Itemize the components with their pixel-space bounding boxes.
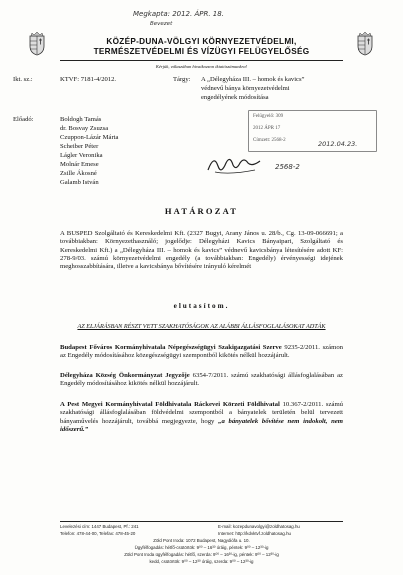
footer-web: Internet: http://kdvktvf.zoldhatosag.hu <box>218 531 291 536</box>
rejection-text: elutasítom. <box>173 302 230 310</box>
authority-statement: 10.367-2/2011. számú szakhatósági állásfoglalásában földvédelmi szempontból a bányatelek területén belül tervezett bányaművelés hozzájárult, továbbá megjegyezte, hogy <box>60 401 344 425</box>
clerk-name: Czuppon-Lázár Márta <box>60 134 119 141</box>
subject-label: Tárgy: <box>173 76 191 83</box>
handwritten-ref: 2568-2 <box>275 163 300 171</box>
header-rule <box>60 60 343 61</box>
hungary-coat-of-arms-right-icon <box>355 30 375 56</box>
stamp-line2: 2012 ÁPR 17 <box>253 126 281 131</box>
stamp-line3: Címzett: 2568-2 <box>253 138 286 143</box>
reference-request: Kérjük, válaszában hivatkozzon iktatószámunkra! <box>155 64 248 69</box>
footer-rule <box>60 521 343 522</box>
footer-office-hours: Zöld Pont Iroda ügyfélfogadás: hétfő, szerda: 9⁰⁰ – 16³⁰-ig, péntek: 9⁰⁰ – 12³⁰-ig <box>124 552 279 557</box>
stamp-line1: Felügyelő: 309 <box>253 114 284 119</box>
authority-title-line2: TERMÉSZETVÉDELMI ÉS VÍZÜGYI FELÜGYELŐSÉG <box>93 47 310 56</box>
footer-office-hours-2: kedd, csütörtök: 9⁰⁰ – 12³⁰ óráig, szerda: 9⁰⁰ – 12³⁰-ig <box>149 559 254 564</box>
clerk-name: Lágler Veronika <box>60 152 103 159</box>
authority-statement: 9235-2/2011. számon az Engedély módosításához közegészségügyi szempontból kikötés nélkül hozzájárult. <box>60 344 344 360</box>
footer-hours: Ügyfélfogadás: hétfő-csütörtök: 9⁰⁰ – 16³⁰ óráig, péntek: 9⁰⁰ – 12³⁰-ig <box>134 545 269 550</box>
signature-icon <box>205 150 265 178</box>
authority-paragraph-3 <box>60 401 343 434</box>
authority-name: Budapest Főváros Kormányhivatala Népegészségügyi Szakigazgatási Szerve <box>60 344 282 351</box>
clerk-name: Molnár Emese <box>60 161 99 168</box>
authority-paragraph-1 <box>60 344 343 361</box>
hungary-coat-of-arms-icon <box>27 30 47 56</box>
authority-title-line1: KÖZÉP-DUNA-VÖLGYI KÖRNYEZETVÉDELMI, <box>106 37 297 46</box>
authority-paragraph-2 <box>60 372 343 389</box>
clerk-name: Galamb István <box>60 179 99 186</box>
footer-phone: Telefon: 478-44-00, Telefax: 478-45-20 <box>60 531 136 536</box>
authority-name: Délegyháza Község Önkormányzat Jegyzője <box>60 372 190 379</box>
subject-line1: A „Délegyháza III. – homok és kavics” <box>201 76 305 83</box>
authority-remark: „a bányatelek bővítése nem indokolt, nem időszerű.” <box>60 417 344 433</box>
received-note: Megkapta: 2012. ÁPR. 18. <box>133 10 224 18</box>
main-paragraph: A BUSPED Szolgáltató és Kereskedelmi Kft. (2327 Bugyi, Arany János u. 28/b., Cg. 13-09-066691; a továbbiakban: Környezethasználó; jogelődje: Délegyházi Kavics Bányaipari, Szolgáltató és Kereskedelmi Kft.) a „Délegyháza III. – homok és kavics” védnevű kavicsbánya létesítésére adott KF: 278-9/03. számú környezetvédelmi engedély (a továbbiakban: Engedély) érvényességi idejének meghosszabbítására, illetve a kavicsbánya bővítésére irányuló kérelmét <box>60 230 343 271</box>
subject-line3: engedélyének módosítása <box>201 94 269 101</box>
ikt-value: KTVF: 7181-4/2012. <box>60 76 117 83</box>
handwritten-note: Bevezet <box>150 21 173 27</box>
decision-title: HATÁROZAT <box>164 206 239 216</box>
clerk-name: Scheiber Péter <box>60 143 99 150</box>
clerk-name: Boldogh Tamás <box>60 116 102 123</box>
clerk-label: Előadó: <box>13 116 34 123</box>
section-title: AZ ELJÁRÁSBAN RÉSZT VETT SZAKHATÓSÁGOK AZ ALÁBBI ÁLLÁSFOGLALÁSOKAT ADTÁK <box>77 323 326 330</box>
authority-statement: 6354-7/2011. számú szakhatósági állásfoglalásában az Engedély módosításához kikötés nélkül hozzájárult. <box>60 372 344 388</box>
footer-email: E-mail: kozepdunavolgyi@zoldhatosag.hu <box>218 524 300 529</box>
authority-name: A Pest Megyei Kormányhivatal Földhivatala Ráckevei Körzeti Földhivatal <box>60 401 280 408</box>
clerk-name: dr. Bosvay Zsuzsa <box>60 125 109 132</box>
ikt-label: Ikt. sz.: <box>13 76 33 83</box>
handwritten-date: 2012.04.23. <box>318 140 358 148</box>
clerk-name: Zsille Ákosné <box>60 170 97 177</box>
received-stamp <box>248 110 377 152</box>
footer-office: Zöld Pont Iroda: 1072 Budapest, Nagydiófa u. 10. <box>153 538 250 543</box>
footer-address: Levelezési cím: 1447 Budapest, Pf.: 241 <box>60 524 139 529</box>
subject-line2: védnevű bánya környezetvédelmi <box>201 85 290 92</box>
